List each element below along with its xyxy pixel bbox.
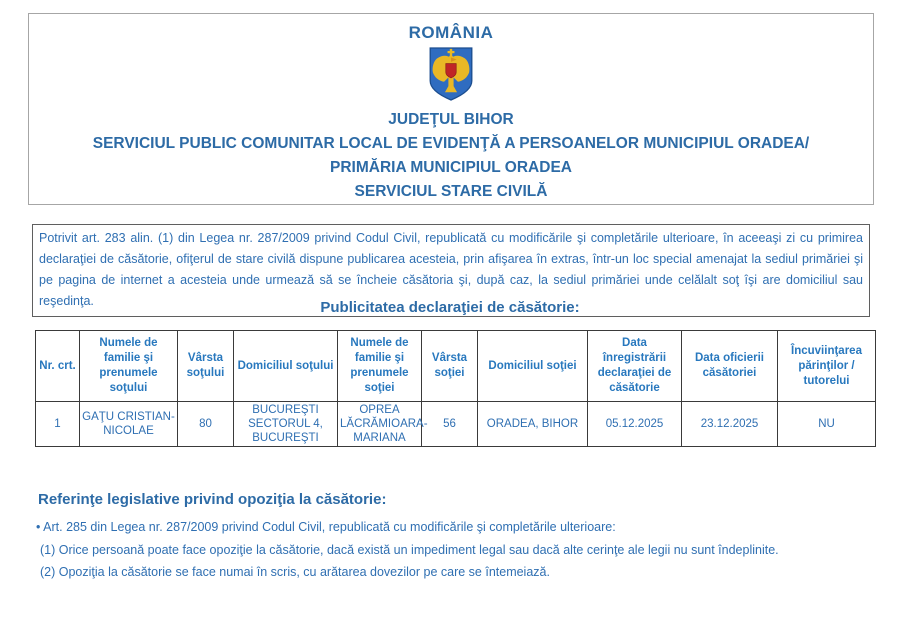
cell-registration-date: 05.12.2025 xyxy=(588,402,682,447)
reference-item-alin1: (1) Orice persoană poate face opoziţie la căsătorie, dacă există un impediment legal sau dacă alte cerinţe ale legii nu sunt îndeplinite. xyxy=(40,542,779,557)
cell-groom-age: 80 xyxy=(178,402,234,447)
cell-groom-name: GAŢU CRISTIAN-NICOLAE xyxy=(80,402,178,447)
romania-coat-of-arms-icon xyxy=(425,46,477,102)
table-row xyxy=(36,402,876,447)
header-section xyxy=(28,13,874,205)
col-header-groom-domicile: Domiciliul soţului xyxy=(234,331,338,402)
header-lines xyxy=(29,108,873,204)
cell-nr-crt: 1 xyxy=(36,402,80,447)
cell-bride-age: 56 xyxy=(422,402,478,447)
legal-notice-text: Potrivit art. 283 alin. (1) din Legea nr. 287/2009 privind Codul Civil, republicată cu modificările şi completările ulterioare, în aceeaşi zi cu primirea declaraţiei de căsătorie, ofiţerul de stare civilă dispune publicarea acesteia, prin afişarea în extras, într-un loc special amenajat la sediul primăriei şi pe pagina de internet a acesteia unde urmează să se încheie căsătoria şi, după caz, la sediul primăriei unde celălalt soţ îşi are domiciliul sau reşedinţa. xyxy=(39,231,863,308)
col-header-nr-crt: Nr. crt. xyxy=(36,331,80,402)
col-header-bride-age: Vârsta soţiei xyxy=(422,331,478,402)
header-line-civil-status: SERVICIUL STARE CIVILĂ xyxy=(354,183,548,200)
cell-groom-domicile: BUCUREŞTI SECTORUL 4, BUCUREŞTI xyxy=(234,402,338,447)
col-header-bride-domicile: Domiciliul soţiei xyxy=(478,331,588,402)
header-line-county: JUDEŢUL BIHOR xyxy=(388,111,514,128)
col-header-bride-name: Numele de familie şi prenumele soţiei xyxy=(338,331,422,402)
cell-bride-domicile: ORADEA, BIHOR xyxy=(478,402,588,447)
table-header-row xyxy=(36,331,876,402)
marriage-declarations-table xyxy=(35,330,876,447)
country-title: ROMÂNIA xyxy=(408,23,494,42)
col-header-groom-age: Vârsta soţului xyxy=(178,331,234,402)
col-header-registration-date: Data înregistrării declaraţiei de căsătorie xyxy=(588,331,682,402)
references-list xyxy=(36,516,866,584)
cell-ceremony-date: 23.12.2025 xyxy=(682,402,778,447)
col-header-ceremony-date: Data oficierii căsătoriei xyxy=(682,331,778,402)
header-line-cityhall: PRIMĂRIA MUNICIPIUL ORADEA xyxy=(330,159,572,176)
publication-title: Publicitatea declaraţiei de căsătorie: xyxy=(320,299,580,316)
reference-item-alin2: (2) Opoziţia la căsătorie se face numai în scris, cu arătarea dovezilor pe care se întemeiază. xyxy=(40,565,550,579)
cell-parental-consent: NU xyxy=(778,402,876,447)
reference-item-art285: • Art. 285 din Legea nr. 287/2009 privind Codul Civil, republicată cu modificările şi completările ulterioare: xyxy=(36,520,616,534)
emblem-wrap xyxy=(29,46,873,104)
col-header-parental-consent: Încuviinţarea părinţilor / tutorelui xyxy=(778,331,876,402)
references-title: Referinţe legislative privind opoziţia la căsătorie: xyxy=(38,491,387,508)
cell-bride-name: OPREA LĂCRĂMIOARA-MARIANA xyxy=(338,402,422,447)
col-header-groom-name: Numele de familie şi prenumele soţului xyxy=(80,331,178,402)
header-line-service: SERVICIUL PUBLIC COMUNITAR LOCAL DE EVIDENŢĂ A PERSOANELOR MUNICIPIUL ORADEA/ xyxy=(92,135,810,152)
